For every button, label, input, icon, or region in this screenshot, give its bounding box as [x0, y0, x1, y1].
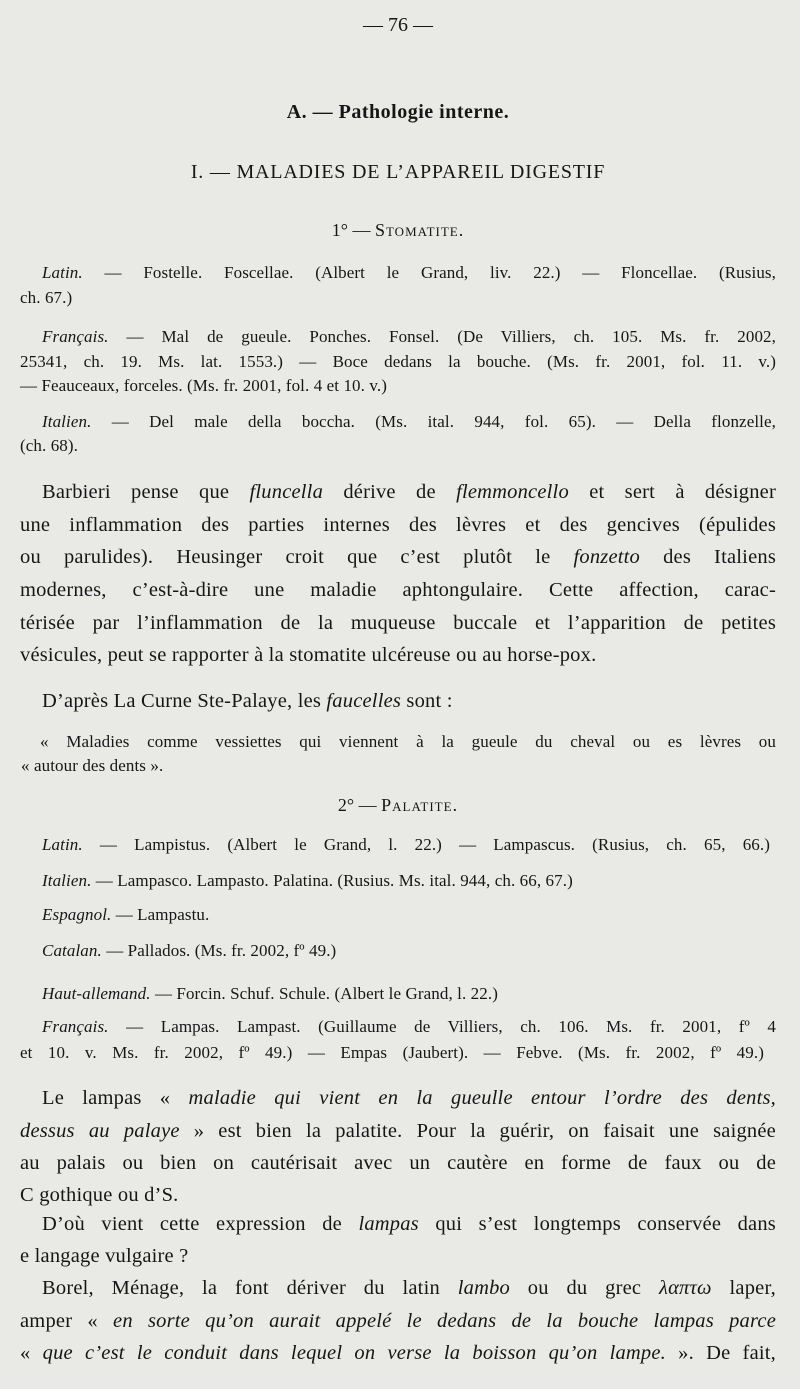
entry-label: Italien.: [42, 412, 92, 431]
text: amper «: [20, 1310, 114, 1332]
quote-line-2: « autour des dents ».: [21, 756, 164, 775]
italic-term: fluncella: [249, 481, 324, 503]
catalan-palatite-entry: [42, 942, 776, 959]
paragraph-line: vésicules, peut se rapporter à la stomatite ulcéreuse ou au horse-pox.: [20, 644, 597, 666]
paragraph-line: térisée par l’inflammation de la muqueuse buccale et l’apparition de petites: [20, 612, 776, 634]
chapter-heading: I. — MALADIES DE L’APPAREIL DIGESTIF: [190, 161, 606, 183]
italien-entry-line-2: (ch. 68).: [20, 436, 79, 455]
italic-term: lambo: [457, 1277, 510, 1299]
text: laper,: [711, 1277, 776, 1299]
latin-palatite-entry: [42, 836, 770, 853]
text: sont :: [401, 690, 453, 712]
entry-label: Italien.: [42, 871, 92, 890]
paragraph-line: C gothique ou d’S.: [20, 1184, 179, 1206]
text: qui s’est longtemps conservée dans: [418, 1213, 776, 1235]
francais-entry-line-2: 25341, ch. 19. Ms. lat. 1553.) — Boce dedans la bouche. (Ms. fr. 2001, fol. 11. v.): [20, 352, 776, 371]
italien-entry-line: [42, 413, 776, 430]
italic-term: fonzetto: [573, 546, 640, 568]
paragraph-line: [20, 1343, 776, 1364]
entry-label: Latin.: [42, 835, 83, 854]
paragraph-line: modernes, c’est-à-dire une maladie aphtongulaire. Cette affection, carac-: [20, 579, 776, 601]
italic-quote: dessus au palaye: [20, 1120, 180, 1142]
entry-text: — Mal de gueule. Ponches. Fonsel. (De Villiers, ch. 105. Ms. fr. 2002,: [108, 327, 776, 346]
paragraph-line: [20, 547, 776, 568]
haut-allemand-palatite-entry: [42, 985, 776, 1002]
text: ». De fait,: [666, 1342, 777, 1364]
subsection-number: 1° —: [331, 220, 375, 240]
italien-palatite-entry: [42, 872, 776, 889]
text: «: [20, 1342, 43, 1364]
text: Barbieri pense que: [42, 481, 250, 503]
entry-text: — Lampistus. (Albert le Grand, l. 22.) — Lampascus. (Rusius, ch. 65, 66.): [82, 835, 770, 854]
entry-label: Latin.: [42, 263, 83, 282]
entry-label: Catalan.: [42, 941, 102, 960]
paragraph-line: [42, 1278, 776, 1299]
text: Borel, Ménage, la font dériver du latin: [42, 1277, 458, 1299]
latin-entry-line: [42, 264, 776, 281]
entry-text: — Lampasco. Lampasto. Palatina. (Rusius. Ms. ital. 944, ch. 66, 67.): [91, 871, 573, 890]
paragraph-line: [42, 691, 776, 712]
entry-text: — Del male della boccha. (Ms. ital. 944, fol. 65). — Della flonzelle,: [91, 412, 776, 431]
subsection-heading-palatite: [20, 795, 776, 816]
latin-entry-line-2: ch. 67.): [20, 288, 73, 307]
italic-term: lampas: [358, 1213, 419, 1235]
italic-quote: que c’est le conduit dans lequel on verse la boisson qu’on lampe.: [42, 1342, 666, 1364]
italic-quote: maladie qui vient en la gueulle entour l’ordre des dents,: [188, 1087, 776, 1109]
paragraph-line: e langage vulgaire ?: [20, 1245, 189, 1267]
subsection-number: 2° —: [337, 795, 382, 815]
text: dérive de: [323, 481, 457, 503]
quote-line: « Maladies comme vessiettes qui viennent à la gueule du cheval ou es lèvres ou: [40, 732, 776, 751]
francais-entry-line: [42, 328, 776, 345]
text: D’où vient cette expression de: [42, 1213, 359, 1235]
entry-text: — Forcin. Schuf. Schule. (Albert le Grand, l. 22.): [150, 984, 498, 1003]
text: Le lampas «: [42, 1087, 189, 1109]
francais-entry-line-3: — Feauceaux, forceles. (Ms. fr. 2001, fol. 4 et 10. v.): [20, 376, 387, 395]
text: des Italiens: [640, 546, 776, 568]
entry-text: — Pallados. (Ms. fr. 2002, fº 49.): [101, 941, 337, 960]
entry-label: Français.: [42, 1017, 109, 1036]
francais-palatite-entry: [42, 1018, 776, 1035]
text: et sert à désigner: [568, 481, 776, 503]
entry-text: — Fostelle. Foscellae. (Albert le Grand, liv. 22.) — Floncellae. (Rusius,: [82, 263, 776, 282]
greek-term: λαπτω: [658, 1277, 712, 1299]
entry-label: Espagnol.: [42, 905, 112, 924]
espagnol-palatite-entry: [42, 906, 776, 923]
page-number: — 76 —: [363, 14, 433, 36]
paragraph-line: [42, 1214, 776, 1235]
text: ou parulides). Heusinger croit que c’est plutôt le: [20, 546, 574, 568]
paragraph-line: [42, 482, 776, 503]
paragraph-line: [20, 1121, 776, 1142]
text: » est bien la palatite. Pour la guérir, on faisait une saignée: [179, 1120, 776, 1142]
italic-quote: en sorte qu’on aurait appelé le dedans de la bouche lampas parce: [113, 1310, 776, 1332]
subsection-heading-stomatite: [20, 220, 776, 241]
text: D’après La Curne Ste-Palaye, les: [42, 690, 327, 712]
entry-label: Haut-allemand.: [42, 984, 151, 1003]
francais-palatite-entry-2: et 10. v. Ms. fr. 2002, fº 49.) — Empas (Jaubert). — Febve. (Ms. fr. 2002, fº 49.): [20, 1043, 764, 1062]
subsection-title: Stomatite.: [374, 220, 465, 240]
paragraph-line: une inflammation des parties internes des lèvres et des gencives (épulides: [20, 514, 776, 536]
entry-text: — Lampas. Lampast. (Guillaume de Villiers, ch. 106. Ms. fr. 2001, fº 4: [108, 1017, 776, 1036]
paragraph-line: [42, 1088, 776, 1109]
entry-text: — Lampastu.: [111, 905, 210, 924]
section-heading: A. — Pathologie interne.: [286, 101, 510, 123]
paragraph-line: au palais ou bien on cautérisait avec un cautère en forme de faux ou de: [20, 1152, 776, 1174]
subsection-title: Palatite.: [381, 795, 459, 815]
italic-term: faucelles: [326, 690, 402, 712]
entry-label: Français.: [42, 327, 109, 346]
text: ou du grec: [509, 1277, 659, 1299]
paragraph-line: [20, 1311, 776, 1332]
italic-term: flemmoncello: [456, 481, 569, 503]
